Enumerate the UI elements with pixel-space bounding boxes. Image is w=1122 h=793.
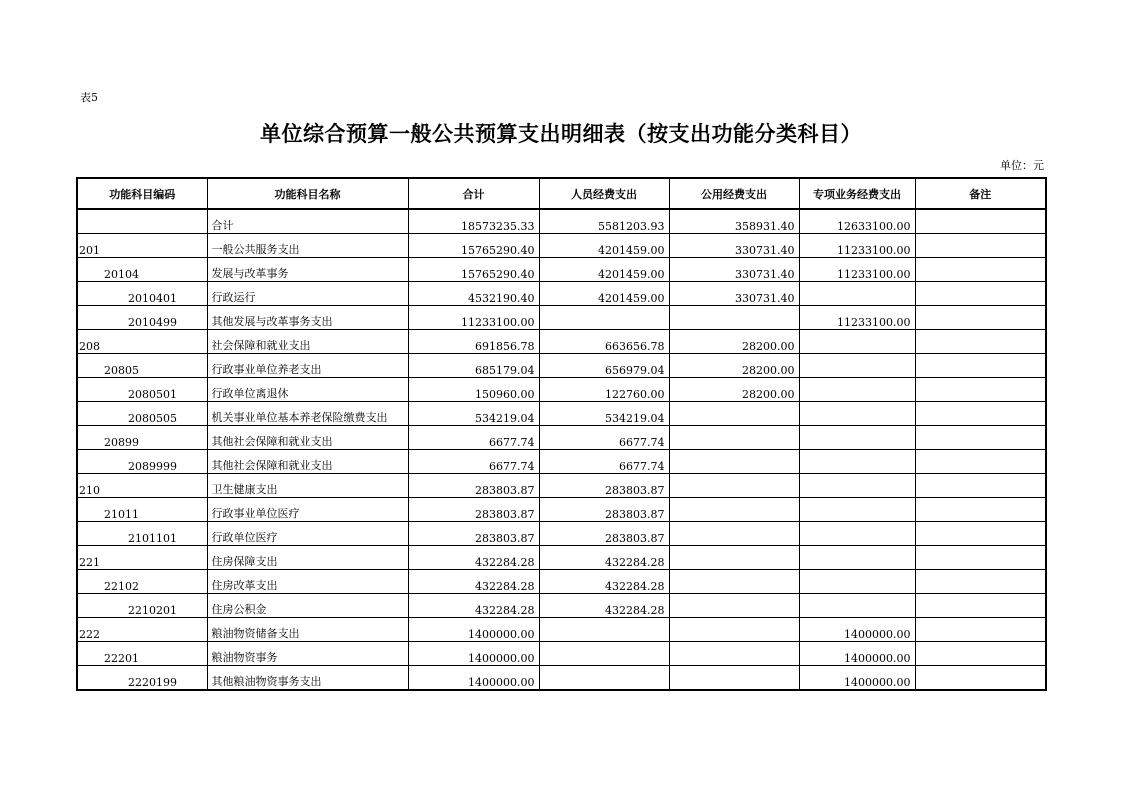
table-row	[77, 546, 1046, 570]
total-cell: 283803.87	[408, 498, 539, 522]
total-cell: 4532190.40	[408, 282, 539, 306]
table-row	[77, 618, 1046, 642]
special-cell	[799, 402, 915, 426]
note-cell	[915, 354, 1046, 378]
code-cell: 22201	[77, 642, 207, 666]
code-cell: 2210201	[77, 594, 207, 618]
special-cell	[799, 474, 915, 498]
personnel-cell: 4201459.00	[539, 282, 669, 306]
expenditure-table	[76, 177, 1047, 691]
special-cell	[799, 282, 915, 306]
code-cell: 222	[77, 618, 207, 642]
special-cell	[799, 426, 915, 450]
code-cell: 221	[77, 546, 207, 570]
public-cell	[669, 498, 799, 522]
name-cell: 住房保障支出	[207, 546, 408, 570]
name-cell: 发展与改革事务	[207, 258, 408, 282]
code-cell: 2089999	[77, 450, 207, 474]
public-cell: 330731.40	[669, 234, 799, 258]
note-cell	[915, 546, 1046, 570]
public-cell	[669, 450, 799, 474]
total-cell: 691856.78	[408, 330, 539, 354]
personnel-cell	[539, 642, 669, 666]
note-cell	[915, 258, 1046, 282]
total-cell: 432284.28	[408, 546, 539, 570]
name-cell: 社会保障和就业支出	[207, 330, 408, 354]
special-cell: 11233100.00	[799, 234, 915, 258]
public-cell: 28200.00	[669, 354, 799, 378]
table-row	[77, 666, 1046, 691]
note-cell	[915, 306, 1046, 330]
special-cell: 1400000.00	[799, 642, 915, 666]
total-cell: 15765290.40	[408, 234, 539, 258]
note-cell	[915, 642, 1046, 666]
name-cell: 其他社会保障和就业支出	[207, 450, 408, 474]
name-cell: 卫生健康支出	[207, 474, 408, 498]
name-cell: 机关事业单位基本养老保险缴费支出	[207, 402, 408, 426]
header-special: 专项业务经费支出	[799, 178, 915, 209]
note-cell	[915, 426, 1046, 450]
code-cell: 20104	[77, 258, 207, 282]
special-cell: 12633100.00	[799, 209, 915, 234]
public-cell	[669, 426, 799, 450]
special-cell: 1400000.00	[799, 618, 915, 642]
table-row	[77, 474, 1046, 498]
note-cell	[915, 234, 1046, 258]
name-cell: 行政事业单位养老支出	[207, 354, 408, 378]
total-cell: 150960.00	[408, 378, 539, 402]
name-cell: 其他粮油物资事务支出	[207, 666, 408, 691]
note-cell	[915, 450, 1046, 474]
public-cell	[669, 546, 799, 570]
personnel-cell	[539, 666, 669, 691]
total-cell: 534219.04	[408, 402, 539, 426]
header-personnel: 人员经费支出	[539, 178, 669, 209]
name-cell: 其他发展与改革事务支出	[207, 306, 408, 330]
personnel-cell: 656979.04	[539, 354, 669, 378]
code-cell: 21011	[77, 498, 207, 522]
page-title: 单位综合预算一般公共预算支出明细表（按支出功能分类科目）	[260, 122, 862, 146]
public-cell	[669, 642, 799, 666]
table-number: 表5	[80, 91, 98, 104]
personnel-cell	[539, 618, 669, 642]
special-cell	[799, 522, 915, 546]
total-cell: 432284.28	[408, 594, 539, 618]
public-cell: 330731.40	[669, 258, 799, 282]
public-cell	[669, 306, 799, 330]
special-cell	[799, 570, 915, 594]
note-cell	[915, 666, 1046, 691]
public-cell	[669, 594, 799, 618]
personnel-cell: 283803.87	[539, 522, 669, 546]
public-cell: 28200.00	[669, 330, 799, 354]
name-cell: 粮油物资事务	[207, 642, 408, 666]
public-cell	[669, 618, 799, 642]
public-cell: 330731.40	[669, 282, 799, 306]
code-cell: 210	[77, 474, 207, 498]
code-cell: 20805	[77, 354, 207, 378]
note-cell	[915, 282, 1046, 306]
total-cell: 11233100.00	[408, 306, 539, 330]
personnel-cell: 663656.78	[539, 330, 669, 354]
note-cell	[915, 474, 1046, 498]
total-cell: 432284.28	[408, 570, 539, 594]
personnel-cell: 432284.28	[539, 546, 669, 570]
total-cell: 1400000.00	[408, 618, 539, 642]
table-row	[77, 498, 1046, 522]
total-cell: 15765290.40	[408, 258, 539, 282]
table-row	[77, 258, 1046, 282]
table-row	[77, 354, 1046, 378]
note-cell	[915, 594, 1046, 618]
header-public: 公用经费支出	[669, 178, 799, 209]
table-row	[77, 330, 1046, 354]
note-cell	[915, 570, 1046, 594]
code-cell: 22102	[77, 570, 207, 594]
table-row	[77, 378, 1046, 402]
table-row	[77, 402, 1046, 426]
code-cell: 2080505	[77, 402, 207, 426]
personnel-cell: 4201459.00	[539, 258, 669, 282]
table-row	[77, 426, 1046, 450]
header-total: 合计	[408, 178, 539, 209]
name-cell: 住房公积金	[207, 594, 408, 618]
name-cell: 行政事业单位医疗	[207, 498, 408, 522]
header-name: 功能科目名称	[207, 178, 408, 209]
table-row	[77, 209, 1046, 234]
code-cell: 208	[77, 330, 207, 354]
name-cell: 行政运行	[207, 282, 408, 306]
name-cell: 一般公共服务支出	[207, 234, 408, 258]
special-cell	[799, 594, 915, 618]
personnel-cell: 4201459.00	[539, 234, 669, 258]
total-cell: 283803.87	[408, 522, 539, 546]
total-cell: 1400000.00	[408, 642, 539, 666]
personnel-cell: 122760.00	[539, 378, 669, 402]
unit-label: 单位：元	[1000, 159, 1044, 172]
table-row	[77, 522, 1046, 546]
name-cell: 行政单位离退休	[207, 378, 408, 402]
personnel-cell: 6677.74	[539, 450, 669, 474]
name-cell: 行政单位医疗	[207, 522, 408, 546]
name-cell: 粮油物资储备支出	[207, 618, 408, 642]
note-cell	[915, 498, 1046, 522]
code-cell	[77, 209, 207, 234]
table-row	[77, 642, 1046, 666]
special-cell	[799, 546, 915, 570]
personnel-cell: 283803.87	[539, 498, 669, 522]
table-row	[77, 306, 1046, 330]
total-cell: 6677.74	[408, 426, 539, 450]
table-body	[77, 209, 1046, 690]
table-header-row	[77, 178, 1046, 209]
code-cell: 2010499	[77, 306, 207, 330]
name-cell: 合计	[207, 209, 408, 234]
table-row	[77, 570, 1046, 594]
code-cell: 201	[77, 234, 207, 258]
note-cell	[915, 378, 1046, 402]
note-cell	[915, 330, 1046, 354]
code-cell: 2101101	[77, 522, 207, 546]
personnel-cell: 432284.28	[539, 594, 669, 618]
personnel-cell: 5581203.93	[539, 209, 669, 234]
special-cell: 11233100.00	[799, 258, 915, 282]
table-row	[77, 594, 1046, 618]
special-cell	[799, 498, 915, 522]
table-row	[77, 450, 1046, 474]
special-cell: 11233100.00	[799, 306, 915, 330]
public-cell	[669, 522, 799, 546]
note-cell	[915, 618, 1046, 642]
total-cell: 283803.87	[408, 474, 539, 498]
public-cell: 28200.00	[669, 378, 799, 402]
special-cell	[799, 330, 915, 354]
personnel-cell: 6677.74	[539, 426, 669, 450]
special-cell	[799, 378, 915, 402]
total-cell: 18573235.33	[408, 209, 539, 234]
special-cell: 1400000.00	[799, 666, 915, 691]
personnel-cell: 283803.87	[539, 474, 669, 498]
personnel-cell	[539, 306, 669, 330]
total-cell: 1400000.00	[408, 666, 539, 691]
code-cell: 2220199	[77, 666, 207, 691]
personnel-cell: 534219.04	[539, 402, 669, 426]
public-cell	[669, 570, 799, 594]
name-cell: 其他社会保障和就业支出	[207, 426, 408, 450]
note-cell	[915, 522, 1046, 546]
code-cell: 2080501	[77, 378, 207, 402]
total-cell: 685179.04	[408, 354, 539, 378]
code-cell: 2010401	[77, 282, 207, 306]
table-row	[77, 282, 1046, 306]
special-cell	[799, 450, 915, 474]
note-cell	[915, 402, 1046, 426]
code-cell: 20899	[77, 426, 207, 450]
table-row	[77, 234, 1046, 258]
name-cell: 住房改革支出	[207, 570, 408, 594]
header-note: 备注	[915, 178, 1046, 209]
special-cell	[799, 354, 915, 378]
public-cell	[669, 666, 799, 691]
total-cell: 6677.74	[408, 450, 539, 474]
note-cell	[915, 209, 1046, 234]
personnel-cell: 432284.28	[539, 570, 669, 594]
header-code: 功能科目编码	[77, 178, 207, 209]
public-cell	[669, 402, 799, 426]
public-cell: 358931.40	[669, 209, 799, 234]
public-cell	[669, 474, 799, 498]
